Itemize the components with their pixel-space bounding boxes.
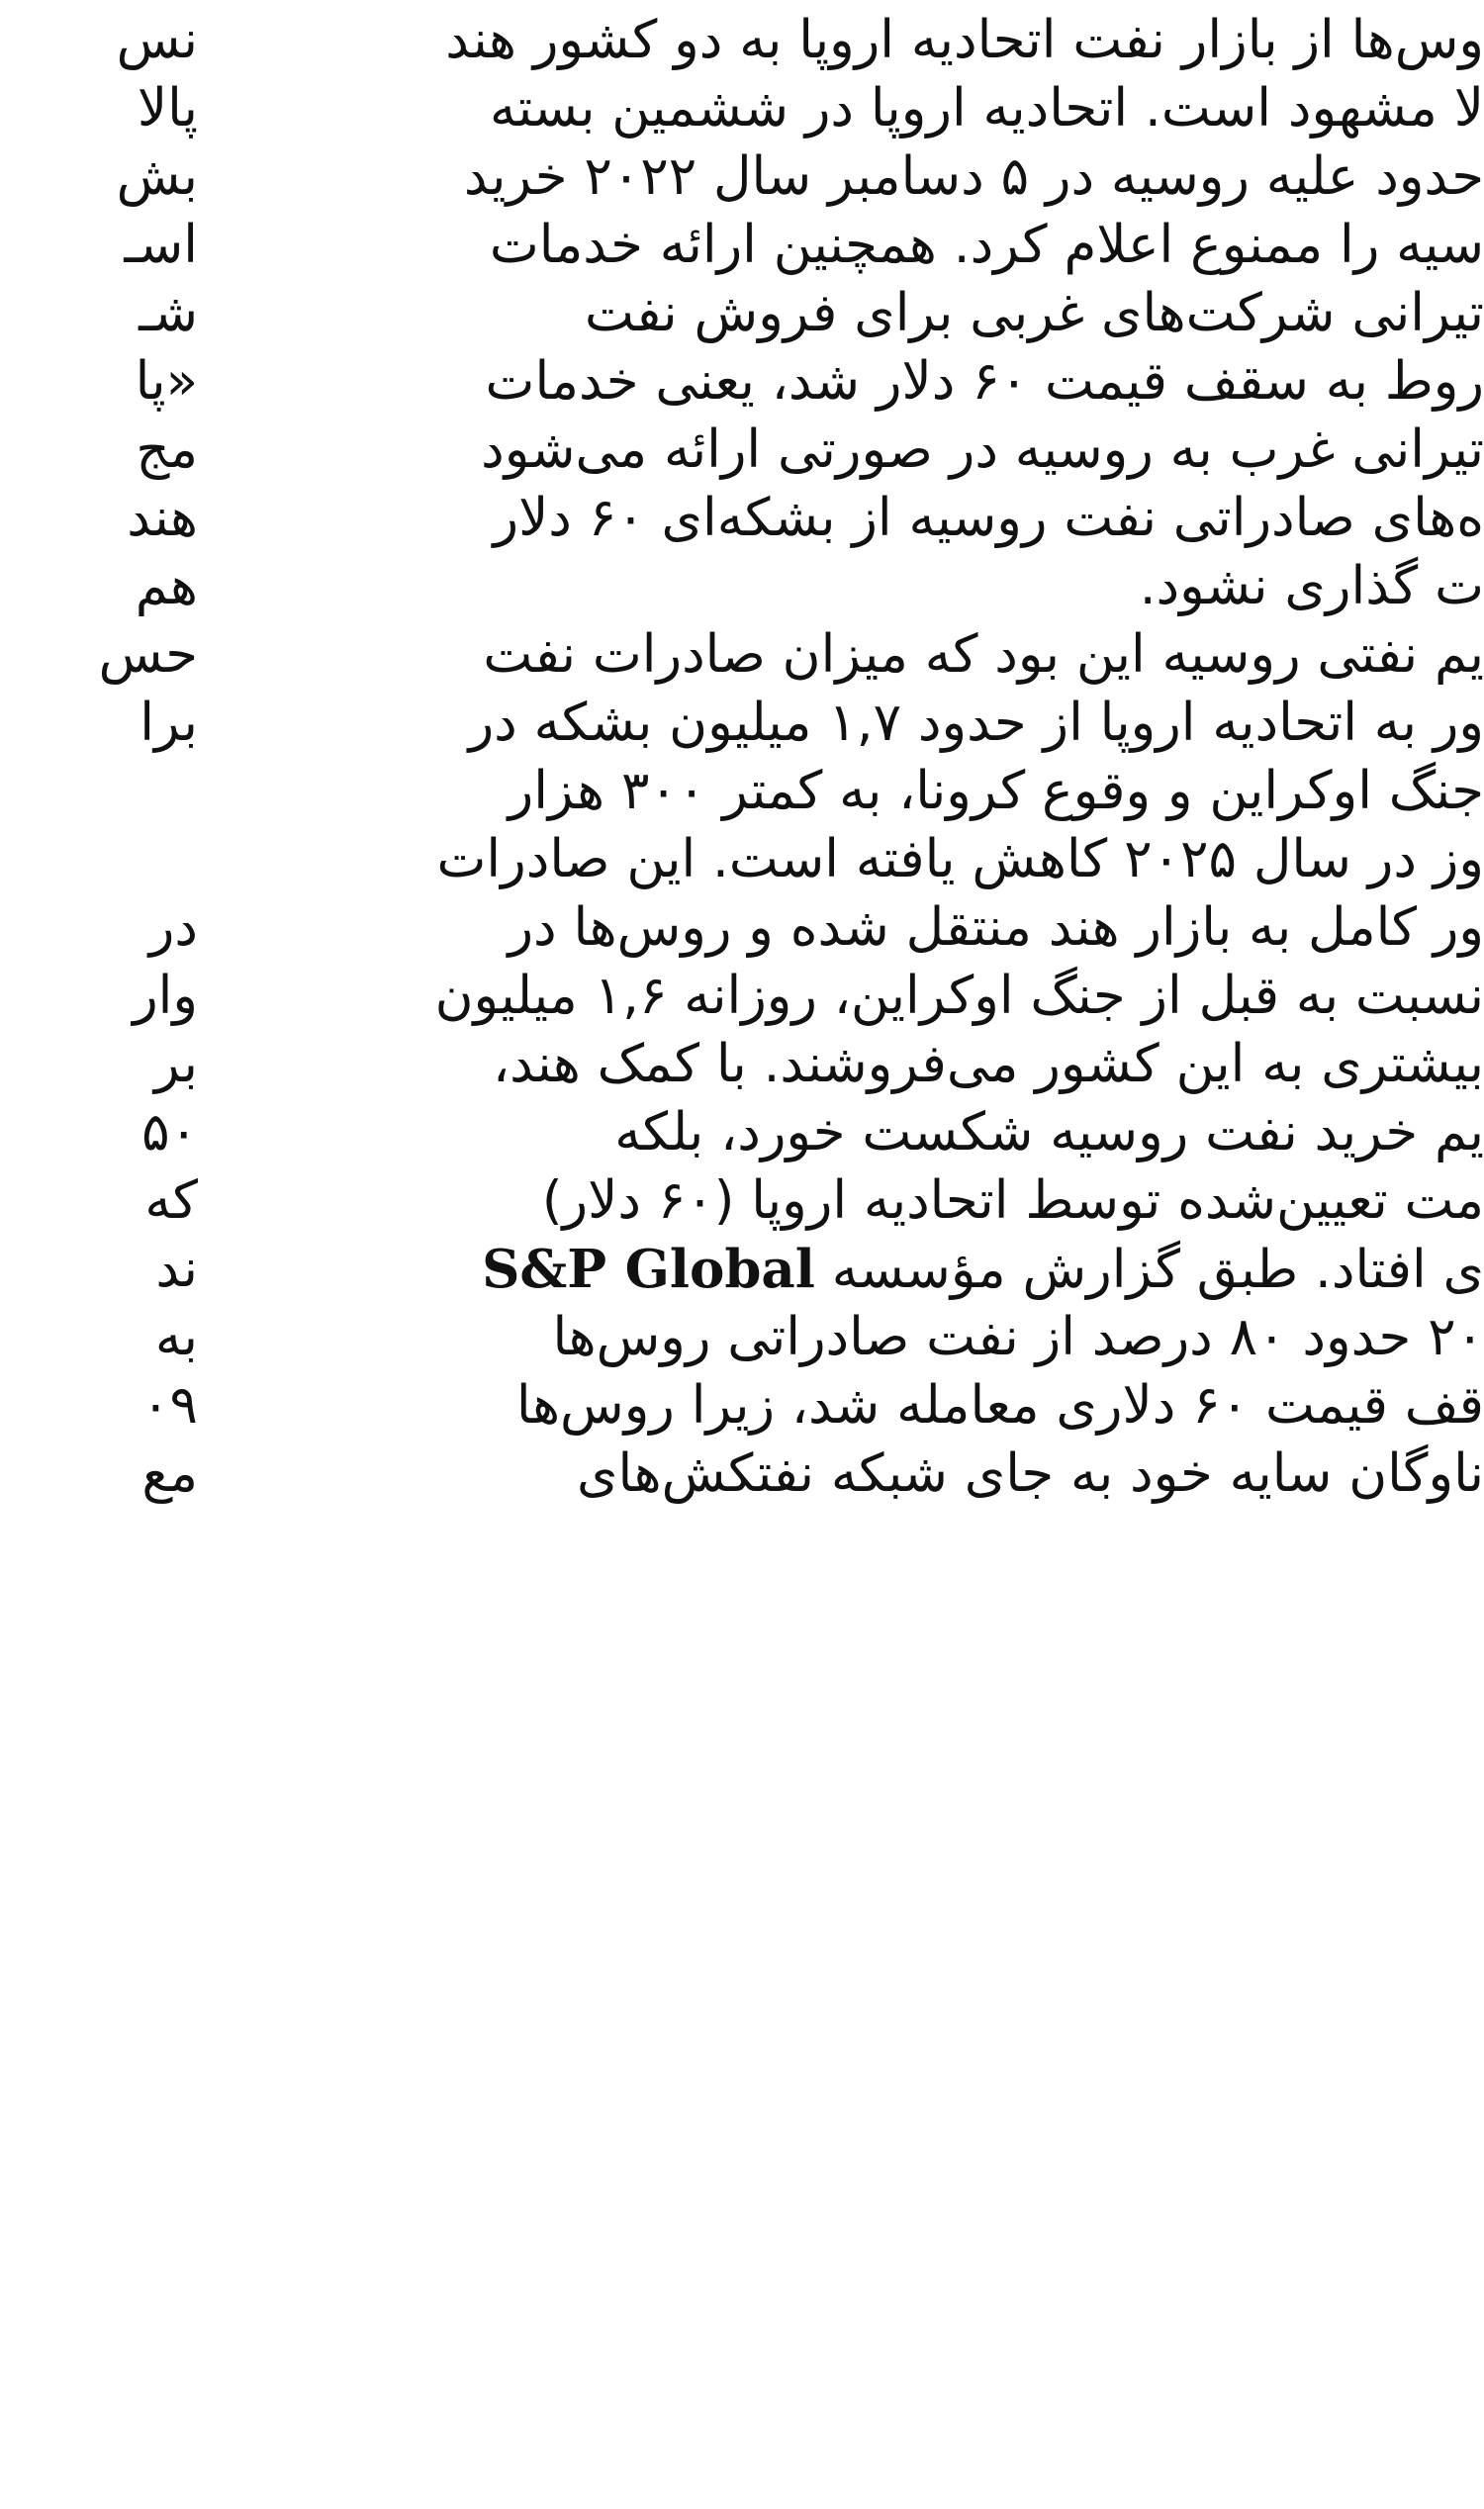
- side-text-line: به: [154, 1307, 198, 1367]
- side-text-line: ۵۰: [141, 1102, 198, 1162]
- side-text-line: ۰۹: [141, 1375, 198, 1436]
- text-line: روط به سقف قیمت ۶۰ دلار شد، یعنی خدمات: [485, 351, 1484, 412]
- side-text-line: هم: [135, 556, 198, 616]
- text-line: مت تعیین‌شده توسط اتحادیه اروپا (۶۰ دلار): [541, 1170, 1484, 1231]
- side-text-line: پالا: [137, 78, 198, 139]
- side-text-line: حس: [98, 624, 198, 685]
- text-line: تیرانی غرب به روسیه در صورتی ارائه می‌شود: [481, 419, 1484, 480]
- text-line: بیشتری به این کشور می‌فروشند. با کمک هند،: [492, 1034, 1484, 1094]
- text-line: ی افتاد. طبق گزارش مؤسسه: [831, 1240, 1484, 1300]
- text-line: وز در سال ۲۰۲۵ کاهش یافته است. این صادرات: [436, 829, 1484, 889]
- side-text-line: بش: [116, 146, 198, 207]
- text-line: ه‌های صادراتی نفت روسیه از بشکه‌ای ۶۰ دلار: [493, 488, 1484, 548]
- side-text-line: برا: [139, 693, 198, 753]
- side-text-line: «پا: [135, 351, 198, 412]
- text-line: ور به اتحادیه اروپا از حدود ۱,۷ میلیون بشکه در: [468, 693, 1484, 753]
- brand-name: S&P Global: [482, 1239, 815, 1300]
- text-line-with-brand: [208, 1237, 1484, 1302]
- text-line: قف قیمت ۶۰ دلاری معامله شد، زیرا روس‌ها: [515, 1375, 1484, 1436]
- text-line: وس‌ها از بازار نفت اتحادیه اروپا به دو کشور هند: [445, 10, 1484, 70]
- side-text-line: هند: [127, 488, 198, 548]
- side-text-line: [0, 827, 198, 892]
- side-text-line: اسـ: [124, 215, 198, 275]
- side-text-line: در: [148, 897, 198, 958]
- text-line: حدود علیه روسیه در ۵ دسامبر سال ۲۰۲۲ خرید: [463, 146, 1484, 207]
- text-line: تیرانی شرکت‌های غربی برای فروش نفت: [585, 283, 1484, 343]
- side-text-line: نس: [116, 10, 198, 70]
- text-line: لا مشهود است. اتحادیه اروپا در ششمین بسته: [490, 78, 1484, 139]
- text-line: یم خرید نفت روسیه شکست خورد، بلکه: [614, 1102, 1484, 1162]
- text-line: یم نفتی روسیه این بود که میزان صادرات نفت: [483, 624, 1484, 685]
- side-text-line: مج: [136, 419, 198, 480]
- side-text-line: [0, 759, 198, 824]
- text-line: ور کامل به بازار هند منتقل شده و روس‌ها در: [508, 897, 1484, 958]
- side-text-line: بر: [154, 1034, 198, 1094]
- text-line: سیه را ممنوع اعلام کرد. همچنین ارائه خدمات: [489, 215, 1484, 275]
- text-line: نسبت به قبل از جنگ اوکراین، روزانه ۱,۶ میلیون: [434, 966, 1484, 1026]
- side-text-line: ند: [155, 1239, 198, 1299]
- text-line: ت گذاری نشود.: [1139, 556, 1484, 616]
- text-line: ناوگان سایه خود به جای شبکه نفتکش‌های: [577, 1443, 1484, 1504]
- side-text-line: مع: [141, 1443, 198, 1504]
- side-text-line: شـ: [139, 283, 198, 343]
- side-text-line: وار: [133, 966, 198, 1026]
- side-text-line: که: [144, 1170, 198, 1231]
- text-line: جنگ اوکراین و وقوع کرونا، به کمتر ۳۰۰ هزار: [508, 761, 1484, 821]
- text-line: ۲۰ حدود ۸۰ درصد از نفت صادراتی روس‌ها: [552, 1307, 1484, 1367]
